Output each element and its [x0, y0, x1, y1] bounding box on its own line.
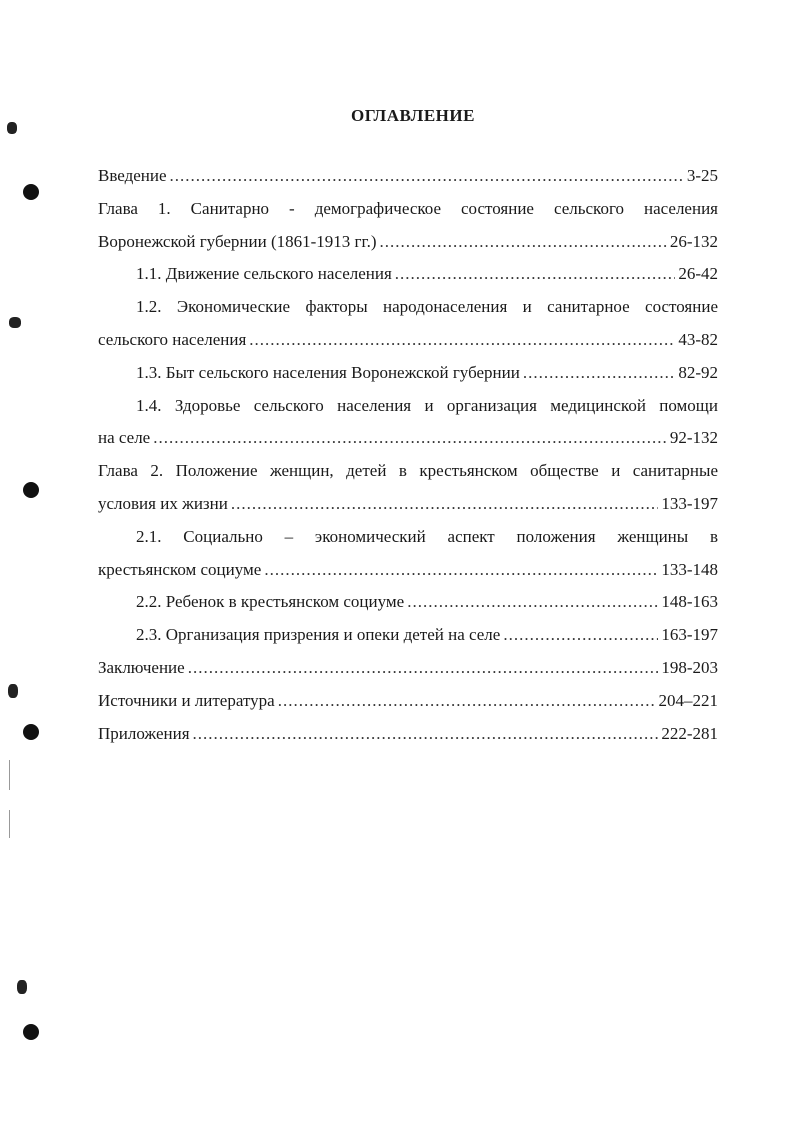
- toc-entry-appendices: [98, 718, 718, 751]
- leader-dots: [249, 324, 675, 357]
- toc-page-number: 163-197: [661, 625, 718, 645]
- toc-entry-text: 2.2. Ребенок в крестьянском социуме: [136, 592, 405, 612]
- leader-dots: [193, 718, 659, 751]
- toc-entry-chapter-1-line2: [98, 226, 718, 259]
- toc-page-number: 43-82: [678, 329, 718, 349]
- toc-entry-1-2-line2: [98, 324, 718, 357]
- toc-entry-chapter-2-line2: [98, 488, 718, 521]
- toc-entry-introduction: [98, 160, 718, 193]
- toc-page-number: 92-132: [669, 428, 718, 448]
- scan-speck: [17, 980, 27, 994]
- toc-entry-text: Источники и литература: [98, 690, 275, 710]
- toc-entry-text: сельского населения: [98, 329, 247, 349]
- toc-entry-sources: [98, 685, 718, 718]
- leader-dots: [188, 652, 659, 685]
- leader-dots: [264, 554, 658, 587]
- leader-dots: [395, 258, 676, 291]
- toc-entry-text: Заключение: [98, 657, 185, 677]
- leader-dots: [503, 619, 658, 652]
- toc-page-number: 222-281: [661, 723, 718, 743]
- binder-hole: [23, 482, 39, 498]
- toc-page-number: 26-42: [678, 264, 718, 284]
- toc-page-number: 82-92: [678, 362, 718, 382]
- scan-mark: [9, 760, 10, 790]
- toc-page-number: 148-163: [661, 592, 718, 612]
- toc-entry-text: на селе: [98, 428, 151, 448]
- toc-entry-conclusion: [98, 652, 718, 685]
- toc-entry-text: Приложения: [98, 723, 190, 743]
- toc-entry-text: условия их жизни: [98, 493, 228, 513]
- leader-dots: [379, 226, 666, 259]
- toc-entry-text: 1.1. Движение сельского населения: [136, 264, 392, 284]
- toc-entry-1-2-line1: 1.2. Экономические факторы народонаселения и санитарное состояние: [136, 297, 718, 317]
- toc-entry-text: крестьянском социуме: [98, 559, 262, 579]
- toc-page-number: 133-148: [661, 559, 718, 579]
- leader-dots: [231, 488, 659, 521]
- toc-page-number: 204–221: [658, 690, 718, 710]
- toc-page-number: 3-25: [686, 166, 718, 185]
- leader-dots: [523, 357, 675, 390]
- toc-entry-chapter-1-line1: Глава 1. Санитарно - демографическое состояние сельского населения: [98, 198, 718, 218]
- toc-entry-1-1: [98, 258, 718, 291]
- toc-entry-text: 2.3. Организация призрения и опеки детей на селе: [136, 625, 501, 645]
- toc-page-number: 133-197: [661, 493, 718, 513]
- page-title: ОГЛАВЛЕНИЕ: [351, 106, 475, 125]
- toc-page-number: 26-132: [669, 231, 718, 251]
- toc-entry-text: Воронежской губернии (1861-1913 гг.): [98, 231, 377, 251]
- binder-hole: [23, 184, 39, 200]
- binder-hole: [23, 724, 39, 740]
- toc-entry-2-2: [98, 586, 718, 619]
- leader-dots: [407, 586, 658, 619]
- toc-entry-chapter-2-line1: Глава 2. Положение женщин, детей в крестьянском обществе и санитарные: [98, 461, 718, 481]
- toc-entry-1-3: [98, 357, 718, 390]
- toc-entry-2-1-line2: [98, 554, 718, 587]
- toc-entry-2-3: [98, 619, 718, 652]
- scan-mark: [9, 810, 10, 838]
- toc-page-number: 198-203: [661, 657, 718, 677]
- leader-dots: [278, 685, 656, 718]
- table-of-contents: [98, 160, 718, 750]
- binder-hole: [23, 1024, 39, 1040]
- toc-entry-1-4-line1: 1.4. Здоровье сельского населения и организация медицинской помощи: [136, 395, 718, 415]
- leader-dots: [170, 160, 684, 193]
- leader-dots: [153, 422, 667, 455]
- toc-entry-text: 1.3. Быт сельского населения Воронежской губернии: [136, 362, 520, 382]
- toc-entry-1-4-line2: [98, 422, 718, 455]
- toc-entry-text: Введение: [98, 166, 167, 185]
- scan-speck: [8, 684, 18, 698]
- scan-speck: [9, 317, 21, 328]
- toc-entry-2-1-line1: 2.1. Социально – экономический аспект положения женщины в: [136, 526, 718, 546]
